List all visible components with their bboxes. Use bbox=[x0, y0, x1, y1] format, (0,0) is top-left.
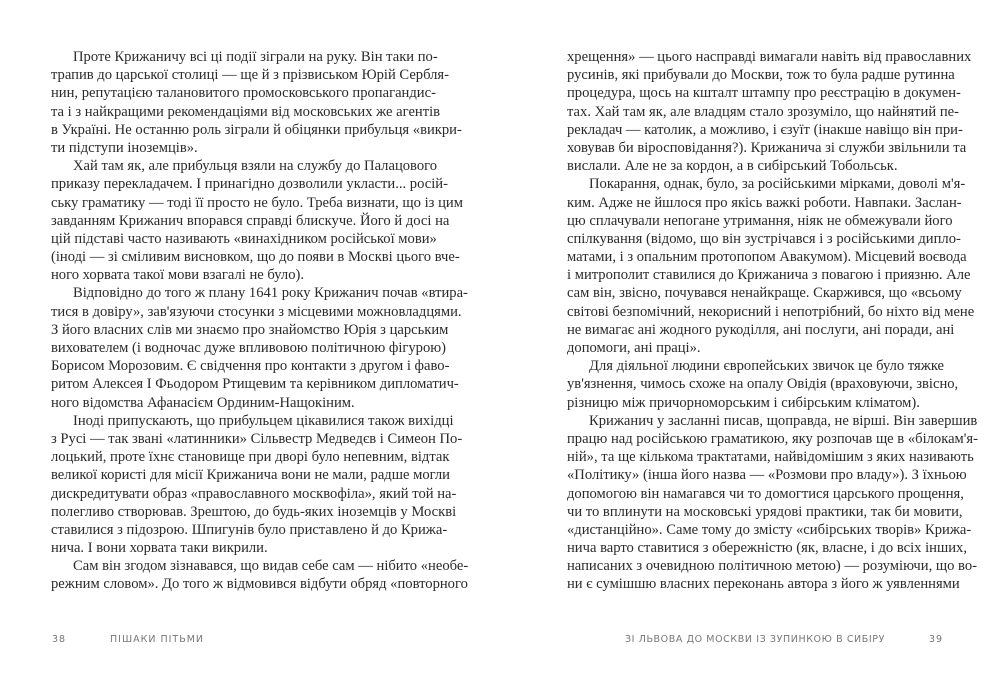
text-line: матами, і з опальним протопопом Авакумом). Місцевий воєвода bbox=[567, 249, 967, 266]
text-line: світові безпомічний, некорисний і непотрібний, бо ніхто від мене bbox=[567, 303, 975, 320]
text-line: Покарання, однак, було, за російськими мірками, доволі м'я- bbox=[589, 176, 966, 193]
text-line: ким. Адже не йшлося про якісь важкі роботи. Навпаки. Заслан- bbox=[567, 194, 962, 211]
text-line: ній», та ще кількома трактатами, найвідомішим з яких називають bbox=[567, 449, 974, 466]
paragraph bbox=[51, 284, 468, 411]
text-line: З його власних слів ми знаємо про знайомство Юрія з царським bbox=[51, 321, 449, 338]
text-line: нича варто ставитися з обережністю (як, власне, і до всіх інших, bbox=[567, 540, 967, 557]
page-number-right: 39 bbox=[929, 634, 944, 645]
paragraph bbox=[51, 412, 463, 558]
text-line: Сам він згодом зізнавався, що видав себе сам — нібито «необе- bbox=[73, 558, 469, 575]
paragraph bbox=[567, 175, 975, 357]
text-line: ув'язнення, чимось схоже на опалу Овідія (враховуючи, звісно, bbox=[567, 376, 959, 393]
text-line: ного хорвата такої мови взагалі не було). bbox=[51, 267, 305, 284]
text-line: ховував би віросповідання?). Крижанича зі служби звільнили та bbox=[567, 139, 967, 156]
text-line: дискредитувати образ «православного москвофіла», який той на- bbox=[51, 485, 457, 502]
text-line: нича. І вони хорвата таки викрили. bbox=[51, 540, 268, 557]
text-line: нин, репутацією талановитого промосковського пропагандис- bbox=[51, 85, 436, 102]
text-line: полегливо створював. Зрештою, до будь-яких іноземців у Москві bbox=[51, 503, 457, 520]
text-line: Проте Крижаничу всі ці події зіграли на руку. Він таки по- bbox=[73, 49, 438, 65]
text-line: сам він, звісно, почувався ненайкраще. Скаржився, що «всьому bbox=[567, 285, 962, 302]
text-line: ни є сумішшю власних переконань автора з його ж уявленнями bbox=[567, 576, 960, 593]
text-line: спілкування (відомо, що він зустрічався і з російськими дипло- bbox=[567, 230, 961, 247]
text-line: приказу перекладачем. І принагідно дозволили укласти... росій- bbox=[51, 176, 448, 193]
left-page-body bbox=[51, 48, 469, 594]
text-line: цю сплачували непогане утримання, ніяк не обмежували його bbox=[567, 212, 953, 229]
text-line: не вимагає ані жодного рукоділля, ані послуги, ані поради, ані bbox=[567, 321, 955, 338]
text-line: допомогою він намагався чи то домогтися царського прощення, bbox=[567, 485, 964, 502]
right-page-body bbox=[567, 48, 978, 594]
text-line: ську граматику — тоді її просто не було. Треба визнати, що із цим bbox=[51, 194, 463, 211]
text-line: режним словом». До того ж відмовився відбути обряд «повторного bbox=[51, 576, 468, 593]
text-line: і митрополит ставилися до Крижанича з повагою і приязню. Але bbox=[567, 267, 971, 284]
text-line: хрещення» — цього насправді вимагали навіть від православних bbox=[567, 49, 972, 65]
text-line: завданням Крижанич впорався справді блискуче. Його й досі на bbox=[51, 212, 450, 229]
text-line: трапив до царської столиці — ще й з прізвиськом Юрій Сербля- bbox=[51, 67, 450, 84]
text-line: рекладач — католик, а можливо, і єзуїт (інакше навіщо він при- bbox=[567, 121, 963, 138]
text-line: Для діяльної людини європейських звичок це було тяжке bbox=[589, 358, 945, 375]
text-line: ритом Алексея І Фьодором Ртищевим та керівником дипломатич- bbox=[51, 376, 459, 393]
text-line: працю над російською граматикою, яку розпочав ще в «білокам'я- bbox=[567, 430, 978, 447]
text-line: ти підступи іноземців». bbox=[51, 139, 198, 156]
text-line: з Русі — так звані «латинники» Сільвестр Медведєв і Симеон По- bbox=[51, 430, 463, 447]
text-line: написаних з очевидною політичною метою) — розуміючи, що во- bbox=[567, 558, 977, 575]
paragraph bbox=[567, 48, 972, 175]
text-line: Крижанич у засланні писав, щоправда, не вірші. Він завершив bbox=[589, 412, 978, 429]
paragraph bbox=[51, 157, 463, 284]
text-line: (іноді — зі сміливим висновком, що до появи в Москві цього вче- bbox=[51, 249, 460, 266]
text-line: тах. Хай там як, але владцям стало зрозуміло, що найнятий пе- bbox=[567, 103, 959, 120]
text-line: вислали. Але не за кордон, а в сибірський Тобольськ. bbox=[567, 158, 898, 175]
text-line: великої користі для місії Крижанича вони не мали, радше могли bbox=[51, 467, 450, 484]
paragraph bbox=[567, 412, 978, 594]
text-line: «дистанційно». Саме тому до змісту «сибірських творів» Крижа- bbox=[567, 521, 972, 538]
running-head-left: ПІШАКИ ПІТЬМИ bbox=[110, 634, 205, 645]
text-line: Хай там як, але прибульця взяли на службу до Палацового bbox=[73, 158, 438, 175]
text-line: допомоги, ані праці». bbox=[567, 340, 701, 356]
text-line: в Україні. Не останню роль зіграли й обіцянки прибульця «викри- bbox=[51, 121, 462, 138]
text-line: русинів, які прибували до Москви, тож то була радше рутинна bbox=[567, 67, 955, 84]
page-number-left: 38 bbox=[52, 634, 67, 645]
text-line: процедура, щось на кшталт штампу про реєстрацію в докумен- bbox=[567, 85, 961, 102]
text-line: Відповідно до того ж плану 1641 року Крижанич почав «втира- bbox=[73, 285, 468, 302]
text-line: Іноді припускають, що прибульцем цікавилися також вихідці bbox=[73, 412, 454, 429]
text-line: цій підставі часто називають «винахідником російської мови» bbox=[51, 230, 437, 247]
text-line: ного відомства Афанасієм Ординим-Нащокіним. bbox=[51, 394, 355, 411]
text-line: та і з найкращими рекомендаціями від московських же агентів bbox=[51, 103, 441, 120]
text-line: «Політику» (інша його назва — «Розмови про владу»). З їхньою bbox=[567, 467, 967, 484]
paragraph bbox=[51, 48, 462, 157]
text-line: лоцький, проте їхнє становище при дворі було непевним, відтак bbox=[51, 449, 450, 466]
paragraph bbox=[51, 557, 469, 593]
text-line: вихователем (і водночас дуже впливовою політичною фігурою) bbox=[51, 340, 447, 356]
text-line: ставилися з підозрою. Шпигунів було приставлено й до Крижа- bbox=[51, 521, 448, 538]
running-head-right: ЗІ ЛЬВОВА ДО МОСКВИ ІЗ ЗУПИНКОЮ В СИБІРУ bbox=[624, 634, 885, 645]
text-line: чи то вплинути на московські урядові практики, так би мовити, bbox=[567, 503, 963, 520]
paragraph bbox=[567, 357, 959, 412]
text-line: тися в довіру», зав'язуючи стосунки з місцевими можновладцями. bbox=[51, 303, 462, 320]
text-line: Борисом Морозовим. Є свідчення про контакти з другом і фаво- bbox=[51, 358, 450, 375]
text-line: різницю між причорноморським і сибірським кліматом). bbox=[567, 394, 920, 411]
